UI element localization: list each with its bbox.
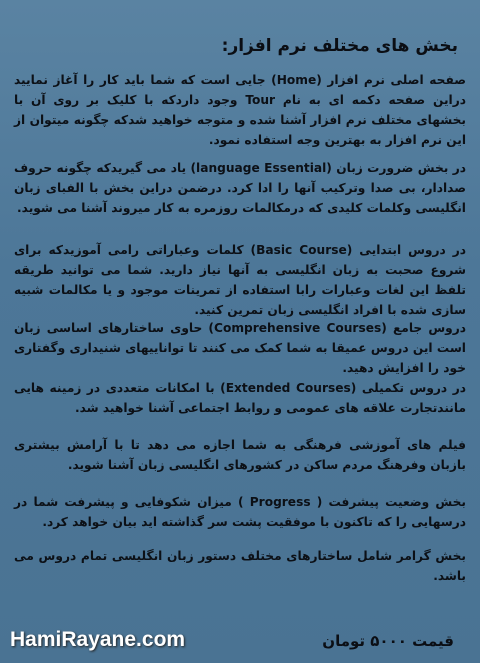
paragraph-cultural-films: فیلم های آموزشی فرهنگی به شما اجازه می دهد تا با آرامش بیشتری بازبان وفرهنگ مردم ساکن در کشورهای انگلیسی زبان آشنا شوید. (14, 438, 466, 472)
paragraph-language-essential: در بخش ضرورت زبان (language Essential) یاد می گیریدکه چگونه حروف صدادار، بی صدا وترکیب آنها را ادا کرد. درضمن دراین بخش با الفبای زبان انگلیسی وکلمات کلیدی که درمکالمات روزمره به کار میروند آشنا می شوید. (14, 161, 466, 215)
paragraph-grammar: بخش گرامر شامل ساختارهای مختلف دستور زبان انگلیسی تمام دروس می باشد. (14, 549, 466, 583)
paragraph-comprehensive-courses: دروس جامع (Comprehensive Courses) حاوی ساختارهای اساسی زبان است این دروس عمیقا به شما کمک می کنند تا تواناییهای شنیداری وگفتاری خود را افزایش دهید. (14, 321, 466, 375)
price-label: قیمت ۵۰۰۰ تومان (322, 632, 454, 650)
site-watermark: HamiRayane.com (10, 628, 186, 651)
paragraph-basic-course: در دروس ابتدایی (Basic Course) کلمات وعباراتی رامی آموزیدکه برای شروع صحبت به زبان انگلیسی به آنها نیاز دارید. شما می توانید طریقه تلفظ این لغات وعبارات رابا استفاده از تمرینات موجود و یا مکالمات شبیه سازی شده با افراد انگلیسی زبان تمرین کنید. (14, 243, 467, 317)
paragraph-progress: بخش وضعیت پیشرفت ( Progress ) میزان شکوفایی و پیشرفت شما در درسهایی را که تاکنون با موفقیت پشت سر گذاشته اید بیان خواهد کرد. (14, 495, 467, 529)
paragraph-extended-courses: در دروس تکمیلی (Extended Courses) با امکانات متعددی در زمینه هایی مانندتجارت علاقه های عمومی و روابط اجتماعی آشنا خواهید شد. (14, 381, 466, 415)
section-title: بخش های مختلف نرم افزار: (221, 36, 458, 56)
paragraph-home: صفحه اصلی نرم افزار (Home) جایی است که شما باید کار را آغاز نمایید دراین صفحه دکمه ای به نام Tour وجود داردکه با کلیک بر روی آن با بخشهای مختلف نرم افزار آشنا شده و متوجه خواهید شدکه چگونه میتوان از این نرم افزار به بهترین وجه استفاده نمود. (14, 73, 467, 147)
